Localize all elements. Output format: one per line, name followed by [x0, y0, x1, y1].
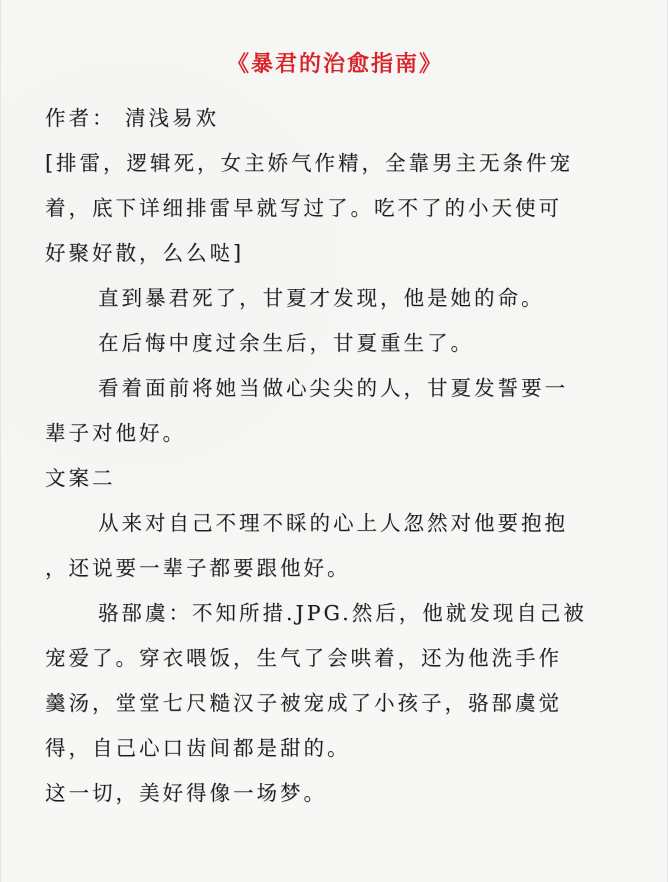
- section-heading: 文案二: [45, 466, 116, 490]
- document-title: 《暴君的治愈指南》: [226, 51, 443, 77]
- text-line: 得，自己心口齿间都是甜的。: [45, 736, 351, 760]
- text-line: 这一切，美好得像一场梦。: [45, 781, 327, 805]
- text-line: 辈子对他好。: [45, 421, 186, 445]
- text-line: 看着面前将她当做心尖尖的人，甘夏发誓要一: [98, 376, 568, 400]
- text-line: 在后悔中度过余生后，甘夏重生了。: [98, 331, 474, 355]
- text-line: ，还说要一辈子都要跟他好。: [45, 556, 351, 580]
- text-line: 骆郚虞：不知所措.JPG.然后，他就发现自己被: [98, 601, 587, 625]
- text-line: 羹汤，堂堂七尺糙汉子被宠成了小孩子，骆郚虞觉: [45, 691, 562, 715]
- text-line: 宠爱了。穿衣喂饭，生气了会哄着，还为他洗手作: [45, 646, 562, 670]
- text-line: 直到暴君死了，甘夏才发现，他是她的命。: [98, 286, 545, 310]
- text-line: 从来对自己不理不睬的心上人忽然对他要抱抱: [98, 511, 568, 535]
- text-line: [排雷，逻辑死，女主娇气作精，全靠男主无条件宠: [45, 151, 573, 175]
- text-line: 着，底下详细排雷早就写过了。吃不了的小天使可: [45, 196, 562, 220]
- text-line: 好聚好散，么么哒]: [45, 241, 244, 265]
- author-line: 作者： 清浅易欢: [45, 106, 220, 130]
- document-body: [45, 96, 630, 816]
